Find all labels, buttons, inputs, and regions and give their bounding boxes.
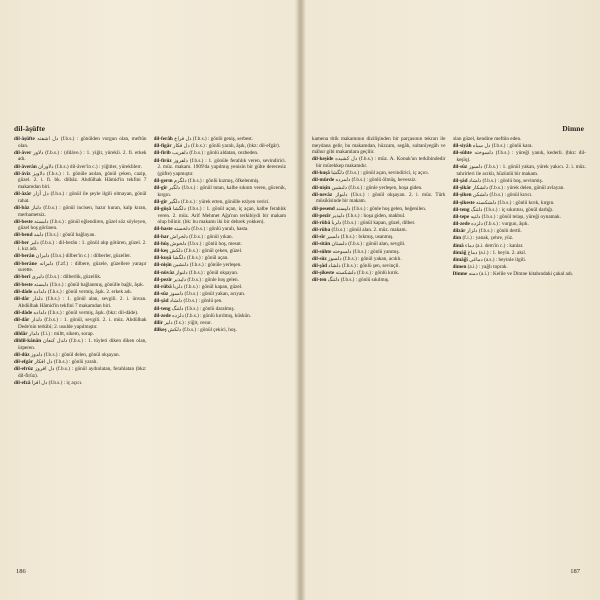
entry-definition: دلسوخته (f.b.s.) : gönlü yanmış.	[332, 248, 400, 255]
entry-headword: dil-dûz	[14, 351, 30, 358]
entry-definition: دلدوز (f.b.s.) : gönül delen, gönül okşayan.	[30, 351, 120, 358]
entry-headword: dil-âzâr	[14, 191, 32, 198]
dictionary-entry	[154, 136, 287, 143]
dictionary-entry	[453, 221, 587, 228]
entry-definition: دلگير (f.b.s.) : gönül tutan, kalbe sıkıntı veren, gücenik, kırgın.	[157, 185, 286, 198]
entry-headword: dil-sûz	[452, 164, 468, 171]
entry-definition: دلكش (f.b.s.) : gönül çekici, hoş.	[167, 327, 237, 334]
entry-definition: olan güzel, kendine meftûn eden.	[452, 136, 522, 142]
dictionary-entry	[14, 366, 147, 379]
entry-headword: dil-beste	[14, 218, 33, 225]
page-columns	[312, 136, 586, 568]
dictionary-entry	[312, 270, 446, 277]
dictionary-entry	[312, 241, 446, 248]
entry-headword: dil-pesend	[312, 205, 335, 212]
dictionary-entry	[312, 227, 446, 234]
dictionary-entry	[154, 291, 287, 298]
dictionary-entry	[312, 213, 446, 220]
dictionary-entry	[14, 331, 147, 338]
entry-headword: dil-nişîn	[312, 184, 331, 191]
dictionary-entry	[154, 178, 287, 185]
entry-headword: dilîr	[153, 319, 164, 326]
right-page	[302, 0, 600, 600]
entry-definition: دل كشيده (f.b.s.) : müz. A. Konuk'un terkibindedir bir mürekkep makamdır.	[316, 156, 446, 169]
entry-definition: دلبرانه (f.zf.) : dilbere, güzele, güzellere yaraşır surette.	[18, 260, 147, 274]
dictionary-entry	[453, 264, 587, 271]
dictionary-entry	[14, 289, 147, 296]
dictionary-entry	[154, 226, 287, 233]
entry-headword: dil-şikeste	[312, 270, 335, 277]
entry-headword: dil-rüba	[312, 227, 331, 234]
entry-headword: dil-güşâ	[153, 206, 172, 213]
dictionary-entry	[154, 185, 287, 198]
entry-definition: دلاوران (f.b.s.) dil-âver'in c.) : yiğitler, yüreklilerr.	[38, 163, 142, 170]
entry-headword: dil-keş	[153, 248, 169, 255]
entry-headword: dil-firib	[153, 150, 171, 157]
entry-headword: dil-ten	[312, 277, 327, 284]
entry-definition: دل آشفته (f.b.s.) : gönülden vurgun olan, meftûn olan.	[18, 136, 147, 149]
entry-headword: dil-figâr	[153, 143, 172, 150]
entry-headword: dildil-kânân	[14, 337, 42, 344]
entry-definition: دلزده (f.b.s.) : gönlü kırılmış, küskün.	[172, 312, 252, 319]
dictionary-entry	[154, 320, 287, 327]
dictionary-entry	[312, 177, 446, 184]
entry-definition: دلزار (f.b.s.) : gönlü dertli.	[466, 228, 522, 235]
dictionary-entry	[453, 136, 587, 143]
entry-headword: dil-sitân	[312, 241, 331, 248]
dictionary-entry	[453, 228, 587, 235]
dictionary-entry	[14, 253, 147, 260]
entry-headword: dil-firûz	[153, 157, 172, 164]
dictionary-entry	[14, 191, 147, 204]
entry-definition: (a.i.) : yağlı toprak.	[467, 264, 508, 271]
entry-definition: دلشكار (f.b.s.) : yürek delen, gönül avlayan.	[472, 185, 565, 192]
entry-definition: دلبسته (f.b.s.) : gönül eğlendiren, güzel söz söyleyen, güzel hoş görünen.	[18, 218, 147, 232]
entry-definition: دلگير (f.b.s.) : yürek erten, gönülle ezlyen verici.	[168, 198, 270, 205]
entry-definition: دلفروز (f.b.s.) : 1. gönüle ferahlık veren, sevindirici. 2. müz. makam. 1909'da yapılmış yenisin bir gülte derecesiz (güfte) yapmıştır.	[157, 157, 286, 177]
entry-definition: دلربا (f.b.s.) : gönül kapan, güzel.	[172, 283, 243, 290]
entry-headword: dil-gîr	[153, 185, 168, 192]
dictionary-entry	[154, 270, 287, 277]
entry-definition: دلاويز (f.b.s.) : 1. gönüle asılan, gönül çeken, cazip, güzel. 2. i. fi. bk. dilbâz. Ahdülhak Hâmid'in tekfini 7 makamdan biri.	[18, 170, 147, 190]
text-column	[14, 136, 147, 568]
entry-definition: دلپذير (f.b.s.) : hoşa giden, makbul.	[332, 212, 406, 219]
entry-headword: dil-siyâh	[452, 143, 472, 150]
entry-definition: دل سياه (f.b.s.) : gönlü kara.	[472, 143, 533, 150]
entry-headword: dil-kuşâ	[153, 255, 172, 262]
entry-headword: dil-berâne	[14, 260, 37, 267]
entry-definition: دلشاد (f.b.s.) : gönlü şen, sevinçli.	[328, 263, 400, 269]
entry-definition: دماغى (a.s.) : beyinle ilgili.	[469, 257, 527, 263]
dictionary-entry	[453, 207, 587, 214]
entry-definition: دلباز (f.b.s.) : gönül incisen, hazır kuran, kalp kıran, merhametsiz.	[18, 204, 147, 218]
entry-headword: dil-berî	[14, 274, 31, 281]
entry-headword: dim	[452, 235, 462, 242]
entry-definition: دلنشين (f.b.s.) : gönüle yerleşen.	[172, 262, 242, 269]
entry-headword: dil-ber	[14, 239, 29, 246]
entry-headword: Dimne	[452, 271, 468, 278]
entry-headword: dilzâr	[452, 228, 466, 235]
entry-definition: دلشكسته (f.b.s.) : gönlü kırık, kırgın.	[476, 199, 555, 206]
entry-definition: دلخوش (f.b.s.) : gönlü hoş, mesut.	[170, 240, 242, 247]
dictionary-entry	[14, 240, 147, 253]
entry-definition: دلنواز (f.b.s.) : gönül okşayan.	[175, 269, 239, 276]
entry-headword: dil-dâde	[14, 309, 33, 316]
dictionary-entry	[14, 261, 147, 274]
dictionary-entry	[154, 262, 287, 269]
dictionary-entry	[312, 249, 446, 256]
entry-definition: دلبرى (f.b.s.) : dilberlik, güzellik.	[31, 274, 102, 281]
entry-definition: دلزده (f.b.s.) : vurgun, âşık.	[471, 221, 529, 228]
entry-headword: dimâğ	[452, 249, 467, 256]
entry-headword: dil-âvîz	[14, 170, 31, 177]
entry-headword: dil-keşîde	[312, 156, 334, 163]
entry-headword: dimâğî	[452, 257, 468, 263]
dictionary-entry	[14, 205, 147, 218]
entry-headword: dil-nevâz	[312, 191, 333, 198]
entry-headword: dil-şikâr	[452, 185, 472, 192]
entry-definition: دلداده (f.b.s.) : gönül vermiş, âşık. 2. erkek adı.	[33, 288, 132, 295]
page-number: 186	[16, 568, 26, 575]
dictionary-entry	[154, 248, 287, 255]
dictionary-entry	[312, 156, 446, 169]
entry-definition: دلسوز (f.b.s.) : gönül yakan, acıyan.	[169, 291, 246, 298]
running-head: dil-âşüfte	[14, 124, 45, 133]
entry-definition: دلمرده (f.b.s.) : gönlü ölmüş, hevessiz.	[335, 177, 417, 184]
dictionary-entry	[14, 338, 147, 351]
entry-definition: kamena titik makamının dizilişinden bir parçasının tekrarı ile meydana gelir, bu makamdan, hüzzam, segâh, sultanîyegâh ve mâhur gibi makamlara geçilir.	[312, 136, 446, 156]
text-column	[453, 136, 587, 568]
dictionary-entry	[453, 235, 587, 242]
left-page	[0, 0, 298, 600]
dictionary-entry	[154, 284, 287, 291]
entry-definition: دلبسته (f.b.s.) : gönül bağlanmış, gönülle bağlı, âşık.	[34, 281, 144, 288]
entry-definition: دلشكن (f.b.s.) : gönül kırıcı.	[472, 192, 533, 199]
entry-headword: dil-âşüfte	[14, 136, 35, 142]
dictionary-entry	[312, 263, 446, 270]
entry-headword: dil-zede	[452, 221, 470, 228]
dictionary-entry	[14, 310, 147, 317]
entry-definition: دلخراش (f.b.s.) : gönül yıkan.	[170, 233, 233, 240]
dictionary-entry	[154, 306, 287, 313]
entry-definition: دلتپه (f.b.s.) : gönül telaşı, yüreği oynamak.	[470, 213, 561, 220]
entry-definition: دلتنگ (f.b.s.) : gönlü daralmış.	[171, 305, 235, 312]
entry-headword: dildâr	[14, 330, 28, 337]
entry-definition: دلربا (f.b.s.) : gönül kapan, güzel, dilber.	[331, 219, 416, 226]
dictionary-entry	[14, 282, 147, 289]
dictionary-entry	[14, 171, 147, 191]
page-number: 187	[570, 568, 580, 575]
entry-definition: دلدار (f.b.s.) : 1. gönül alan, sevgili. 2. i. ünvan. Abdülhak Hâmid'in tekfini 7 makamdan biri.	[18, 295, 147, 309]
dictionary-entry	[312, 185, 446, 192]
entry-headword: dil-rübâ	[153, 283, 172, 290]
entry-headword: dil-dâde	[14, 288, 33, 295]
entry-headword: dil-bâz	[14, 204, 30, 211]
entry-definition: دمنه (a.i.) : Kelile ve Dimne kitabındaki çakal adı.	[468, 271, 574, 278]
dictionary-entry	[14, 164, 147, 171]
entry-headword: dil-nüvâz	[153, 269, 175, 276]
entry-headword: dil-germ	[153, 177, 173, 184]
entry-headword: dil-âverân	[14, 163, 37, 170]
entry-headword: dil-kuşâ	[312, 170, 330, 177]
entry-headword: dil-ferâh	[153, 136, 173, 142]
dictionary-entry	[154, 277, 287, 284]
entry-definition: دل فراخ (f.b.s.) : gönlü geniş, serbest.	[174, 136, 254, 142]
dictionary-entry	[453, 164, 587, 177]
entry-definition: دل آزار (f.b.s.) : gönül ile şeyle ilgili olmayan, gönül rahat.	[18, 191, 147, 204]
entry-definition: دلتنگ (f.b.s.) : gönlü sıkılmış.	[327, 277, 390, 284]
dictionary-entry	[453, 214, 587, 221]
entry-definition: دلستان (f.b.s.) : gönül alan, sevgili.	[331, 241, 406, 248]
entry-definition: دلپسند (f.b.s.) : gönle hoş gelen, beğenilen.	[336, 205, 427, 212]
entry-definition: دل فكار (f.b.s.) : gönlü yaralı, âşık, (bkz: dil-efgâr).	[172, 143, 281, 150]
dictionary-entry	[453, 143, 587, 150]
text-column	[312, 136, 446, 568]
entry-headword: dil-bend	[14, 232, 33, 239]
dictionary-entry	[154, 241, 287, 248]
entry-definition: دل افروز (f.b.s.) : gönül aydınlatan, ferahlatan (bkz: dil-firûz).	[18, 366, 147, 379]
entry-headword: dil-pezîr	[153, 276, 173, 283]
entry-definition: دلبند (f.b.s.) : gönül bağlayan.	[33, 232, 96, 239]
entry-headword: dil-şâd	[312, 263, 327, 269]
entry-headword: dil-sûz	[312, 255, 327, 262]
dictionary-entry	[312, 206, 446, 213]
entry-definition: دل افزا (f.b.s.) : iç açıcı.	[31, 379, 83, 386]
entry-headword: dil-efrûz	[14, 366, 34, 373]
entry-definition: دلنشين (f.b.s.) : gönle yerleşen, hoşa giden.	[331, 184, 423, 191]
entry-definition: دلشاد (f.b.s.) : gönlü şen.	[169, 298, 223, 305]
entry-headword: dil-efzâ	[14, 379, 31, 386]
dictionary-entry	[14, 352, 147, 359]
dictionary-entry	[453, 200, 587, 207]
entry-headword: dil-har	[153, 233, 169, 240]
entry-headword: dil-pezîr	[312, 212, 331, 219]
entry-headword: dil-nişîn	[153, 262, 172, 269]
entry-definition: دلگشا (f.b.s.) : gönül açan, sevindirici, iç açıcı.	[331, 170, 430, 177]
entry-headword: dil-şikeste	[452, 199, 475, 206]
entry-definition: دل افكار (f.b.s.) : gönlü yaralı.	[34, 358, 98, 365]
entry-headword: dilkeş	[153, 327, 167, 334]
entry-headword: dil-sûhte	[452, 150, 472, 157]
entry-headword: dil-teng	[153, 305, 171, 312]
entry-definition: دلكش (f.b.s.) : gönül çeken, güzel.	[169, 248, 243, 255]
entry-definition: دلسوز (f.b.s.) : gönül yakan, acıklı.	[328, 255, 402, 262]
entry-definition: دلسير (f.b.s.) : bıkmış, usanmış.	[326, 234, 394, 241]
dictionary-entry	[14, 150, 147, 163]
dictionary-entry	[453, 243, 587, 250]
dictionary-entry	[154, 313, 287, 320]
entry-headword: dil-âver	[14, 149, 32, 156]
entry-definition: دلاور (f.b.s.) : (diláve.) : 1. yiğit, yürekli. 2. fi. erkek adı.	[18, 149, 147, 163]
entry-definition: دماء (a.i. dem'in c.) : kanlar.	[465, 242, 524, 249]
entry-definition: دماغ (a.i.) : 1. beyin. 2. akıl.	[467, 249, 527, 256]
dictionary-entry	[154, 150, 287, 157]
entry-headword: dil-sûz	[153, 291, 169, 298]
dictionary-entry	[453, 257, 587, 264]
entry-headword: dil-şâd	[153, 298, 169, 305]
entry-definition: دلدار (f.i.) : miltt, sikem, sorap.	[28, 330, 94, 337]
dictionary-entry	[14, 219, 147, 232]
dictionary-entry	[312, 277, 446, 284]
entry-definition: دلگشا (f.b.s.) : gönül açan.	[172, 255, 229, 262]
entry-definition: دلپذير (f.b.s.) : gönle hoş gelen.	[173, 276, 239, 283]
dictionary-entry	[453, 192, 587, 199]
dictionary-entry	[312, 170, 446, 177]
entry-headword: dil-şiken	[452, 192, 472, 199]
entry-definition: دلگشا (f.b.s.) : 1. gönül açan, iç açan, kalbe ferahlık veren. 2. müz. Arif Mehmet Ağa'nın terkibiydi bir makam olup bilinir. (bk: bu makamı iki bir dehrek yokken).	[157, 206, 286, 226]
entry-definition: دلير (f.s.) : yiğit, cesur.	[164, 319, 212, 326]
entry-definition: دلبران (f.b.s.) dilber'in c.) : dilberler, güzeller.	[35, 253, 132, 260]
dictionary-entry	[453, 185, 587, 192]
dictionary-entry	[453, 150, 587, 163]
entry-headword: dil-mürde	[312, 177, 335, 184]
entry-headword: dil-sîr	[312, 234, 326, 241]
entry-headword: dil-sûhte	[312, 248, 332, 255]
entry-definition: دلسوخته (f.b.s.) : yüreği yanık, kederli. (bkz: dil-keşîq).	[456, 150, 586, 163]
entry-definition: دلبر (f.b.s.) : dil-berân : 1. gönül alıp götüren, güzel. 2. i. kız adı.	[18, 239, 147, 253]
entry-headword: dil-dâr	[14, 316, 30, 323]
entry-headword: dil-gîr	[153, 198, 168, 205]
entry-definition: دلفريب (f.b.s.) : gönlü aldatan, cezbeden.	[172, 150, 259, 157]
dictionary-entry	[154, 158, 287, 178]
entry-headword: dil-berân	[14, 253, 35, 260]
dictionary-entry	[14, 232, 147, 239]
dictionary-entry	[312, 220, 446, 227]
entry-definition: دلدل كنعان (f.b.s.) : 1. tüyleri diken diken olan, ürperen.	[18, 337, 147, 351]
entry-definition: دلنواز (f.b.s.) : gönül okşayan. 2. i. müz. Türk mûsikîsinde bir makam.	[316, 191, 446, 205]
dictionary-entry	[312, 256, 446, 263]
dictionary-entry	[453, 178, 587, 185]
entry-definition: دلتنگ (f.b.s.) : iç sıkıntısı, gönül darlığı.	[470, 206, 554, 213]
entry-definition: دلخسته (f.b.s.) : gönlü yaralı, hasta.	[173, 226, 249, 233]
dictionary-entry	[154, 199, 287, 206]
entry-definition: دلشكسته (f.b.s.) : gönlü kırık.	[335, 270, 400, 277]
dictionary-entry	[312, 192, 446, 205]
entry-headword: dil-hûş	[153, 240, 169, 247]
text-column	[154, 136, 287, 568]
dictionary-entry	[154, 327, 287, 334]
entry-definition: دلداده (f.b.s.) : gönül vermiş, âşık. (bkz: dil-dâde).	[33, 309, 139, 316]
entry-headword: dil-haste	[153, 226, 173, 233]
dictionary-entry	[312, 136, 446, 156]
entry-headword: dil-teng	[452, 206, 470, 213]
dictionary-entry	[154, 255, 287, 262]
entry-headword: dil-beste	[14, 281, 33, 288]
entry-headword: dil-rübâ	[312, 219, 331, 226]
entry-definition: دلسوز (f.b.s.) : 1. gönül yakan, yürek yakıcı. 2. i. müz. tahrirleri ile acıklı, hüzünlü bir makam.	[456, 164, 586, 177]
entry-definition: دلدار (f.b.s.) : 1. gönül, sevgili. 2. i. müz. Abdülhak Dede'nin terkibi; 2. usulde yapılmıştır.	[18, 316, 147, 330]
entry-headword: dimen	[452, 264, 467, 271]
dictionary-entry	[14, 296, 147, 309]
page-columns	[14, 136, 286, 568]
entry-headword: dil-şâd	[452, 177, 468, 184]
entry-headword: dil-tepe	[452, 213, 470, 220]
dictionary-entry	[154, 206, 287, 226]
dictionary-entry	[453, 250, 587, 257]
entry-headword: dil-zede	[153, 312, 171, 319]
dictionary-entry	[154, 234, 287, 241]
dictionary-entry	[14, 274, 147, 281]
dictionary-entry	[14, 136, 147, 149]
dictionary-entry	[14, 380, 147, 387]
running-head: Dimne	[562, 124, 584, 133]
entry-definition: دلگرم (f.b.s.) : gönlü kızmış, öfkelenmiş.	[173, 177, 260, 184]
entry-definition: (f.i.) : yanak, çehre, yüz.	[462, 235, 514, 242]
entry-headword: dil-efgâr	[14, 358, 34, 365]
entry-headword: dimâ	[452, 242, 464, 249]
entry-headword: dil-dâr	[14, 295, 30, 302]
dictionary-entry	[14, 359, 147, 366]
dictionary-entry	[453, 271, 587, 278]
dictionary-entry	[312, 234, 446, 241]
dictionary-entry	[154, 298, 287, 305]
dictionary-entry	[14, 317, 147, 330]
dictionary-entry	[154, 143, 287, 150]
entry-definition: (f.b.s.) : gönül alan. 2. müz. makam.	[331, 227, 407, 234]
entry-definition: دلشاد (f.b.s.) : gönlü hoş, sevinmiş.	[468, 177, 543, 184]
